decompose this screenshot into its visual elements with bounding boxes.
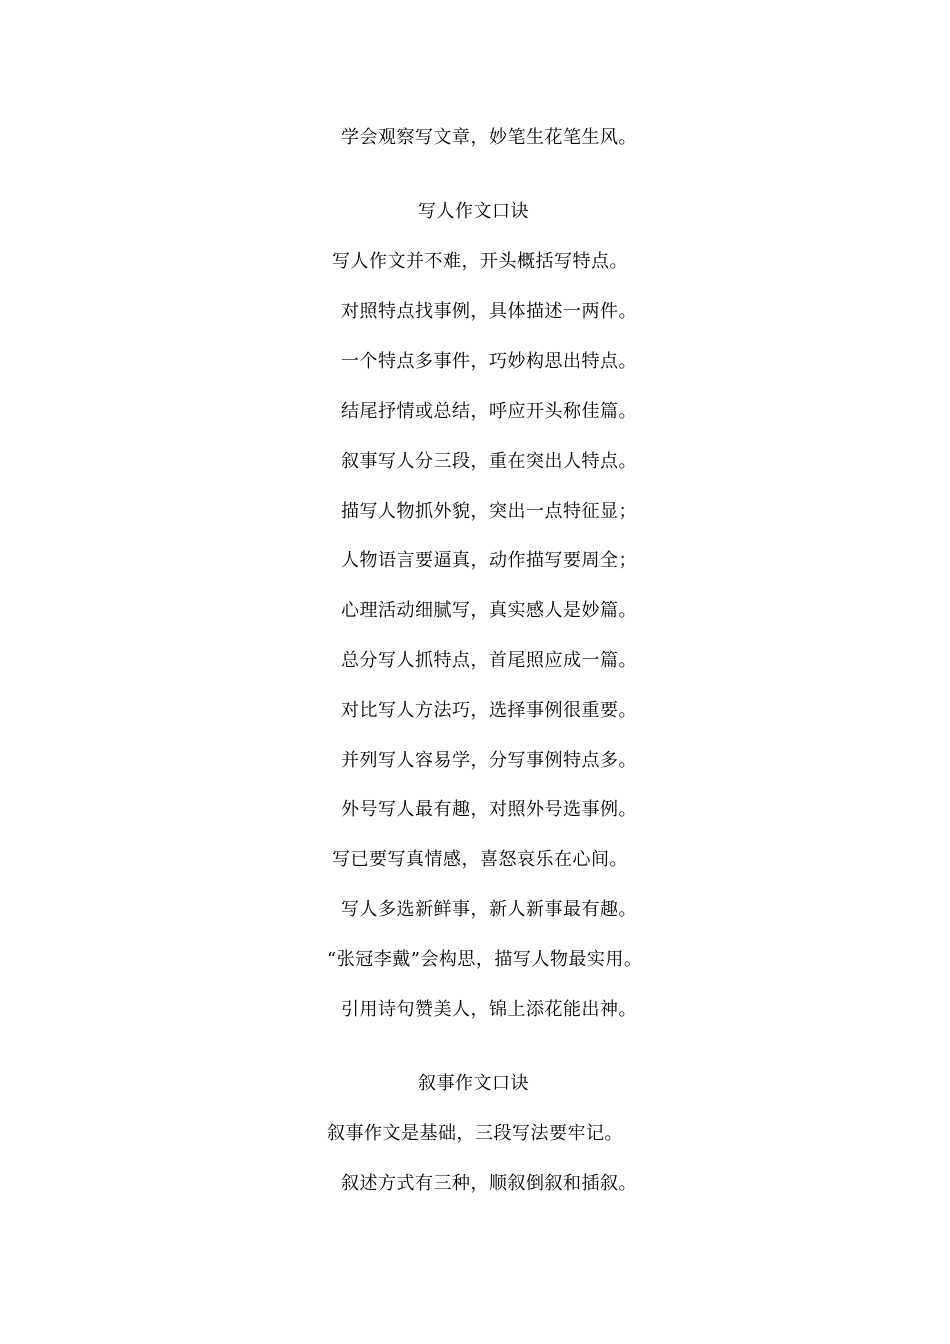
verse-line: 并列写人容易学，分写事例特点多。 — [341, 750, 637, 771]
verse-line: 外号写人最有趣，对照外号选事例。 — [341, 799, 637, 820]
verse-line: 一个特点多事件，巧妙构思出特点。 — [341, 351, 637, 372]
verse-line: 引用诗句赞美人，锦上添花能出神。 — [341, 999, 637, 1020]
verse-line: 叙事写人分三段，重在突出人特点。 — [341, 451, 637, 472]
verse-line: 写已要写真情感，喜怒哀乐在心间。 — [332, 849, 628, 870]
verse-line: 对比写人方法巧，选择事例很重要。 — [341, 700, 637, 721]
verse-line: 描写人物抓外貌，突出一点特征显； — [341, 501, 637, 522]
section-title-narrative-writing: 叙事作文口诀 — [418, 1073, 529, 1094]
intro-line: 学会观察写文章，妙笔生花笔生风。 — [341, 127, 637, 148]
verse-line: 叙述方式有三种，顺叙倒叙和插叙。 — [341, 1173, 637, 1194]
verse-line: 写人多选新鲜事，新人新事最有趣。 — [341, 899, 637, 920]
verse-line: 总分写人抓特点，首尾照应成一篇。 — [341, 650, 637, 671]
verse-line: 心理活动细腻写，真实感人是妙篇。 — [341, 600, 637, 621]
verse-line: 写人作文并不难，开头概括写特点。 — [332, 251, 628, 272]
section-title-portrait-writing: 写人作文口诀 — [418, 201, 529, 222]
verse-line: 结尾抒情或总结，呼应开头称佳篇。 — [341, 401, 637, 422]
verse-line: 对照特点找事例，具体描述一两件。 — [341, 301, 637, 322]
verse-line: 人物语言要逼真，动作描写要周全； — [341, 550, 637, 571]
verse-line: “张冠李戴”会构思，描写人物最实用。 — [327, 949, 643, 970]
verse-line: 叙事作文是基础，三段写法要牢记。 — [327, 1123, 623, 1144]
